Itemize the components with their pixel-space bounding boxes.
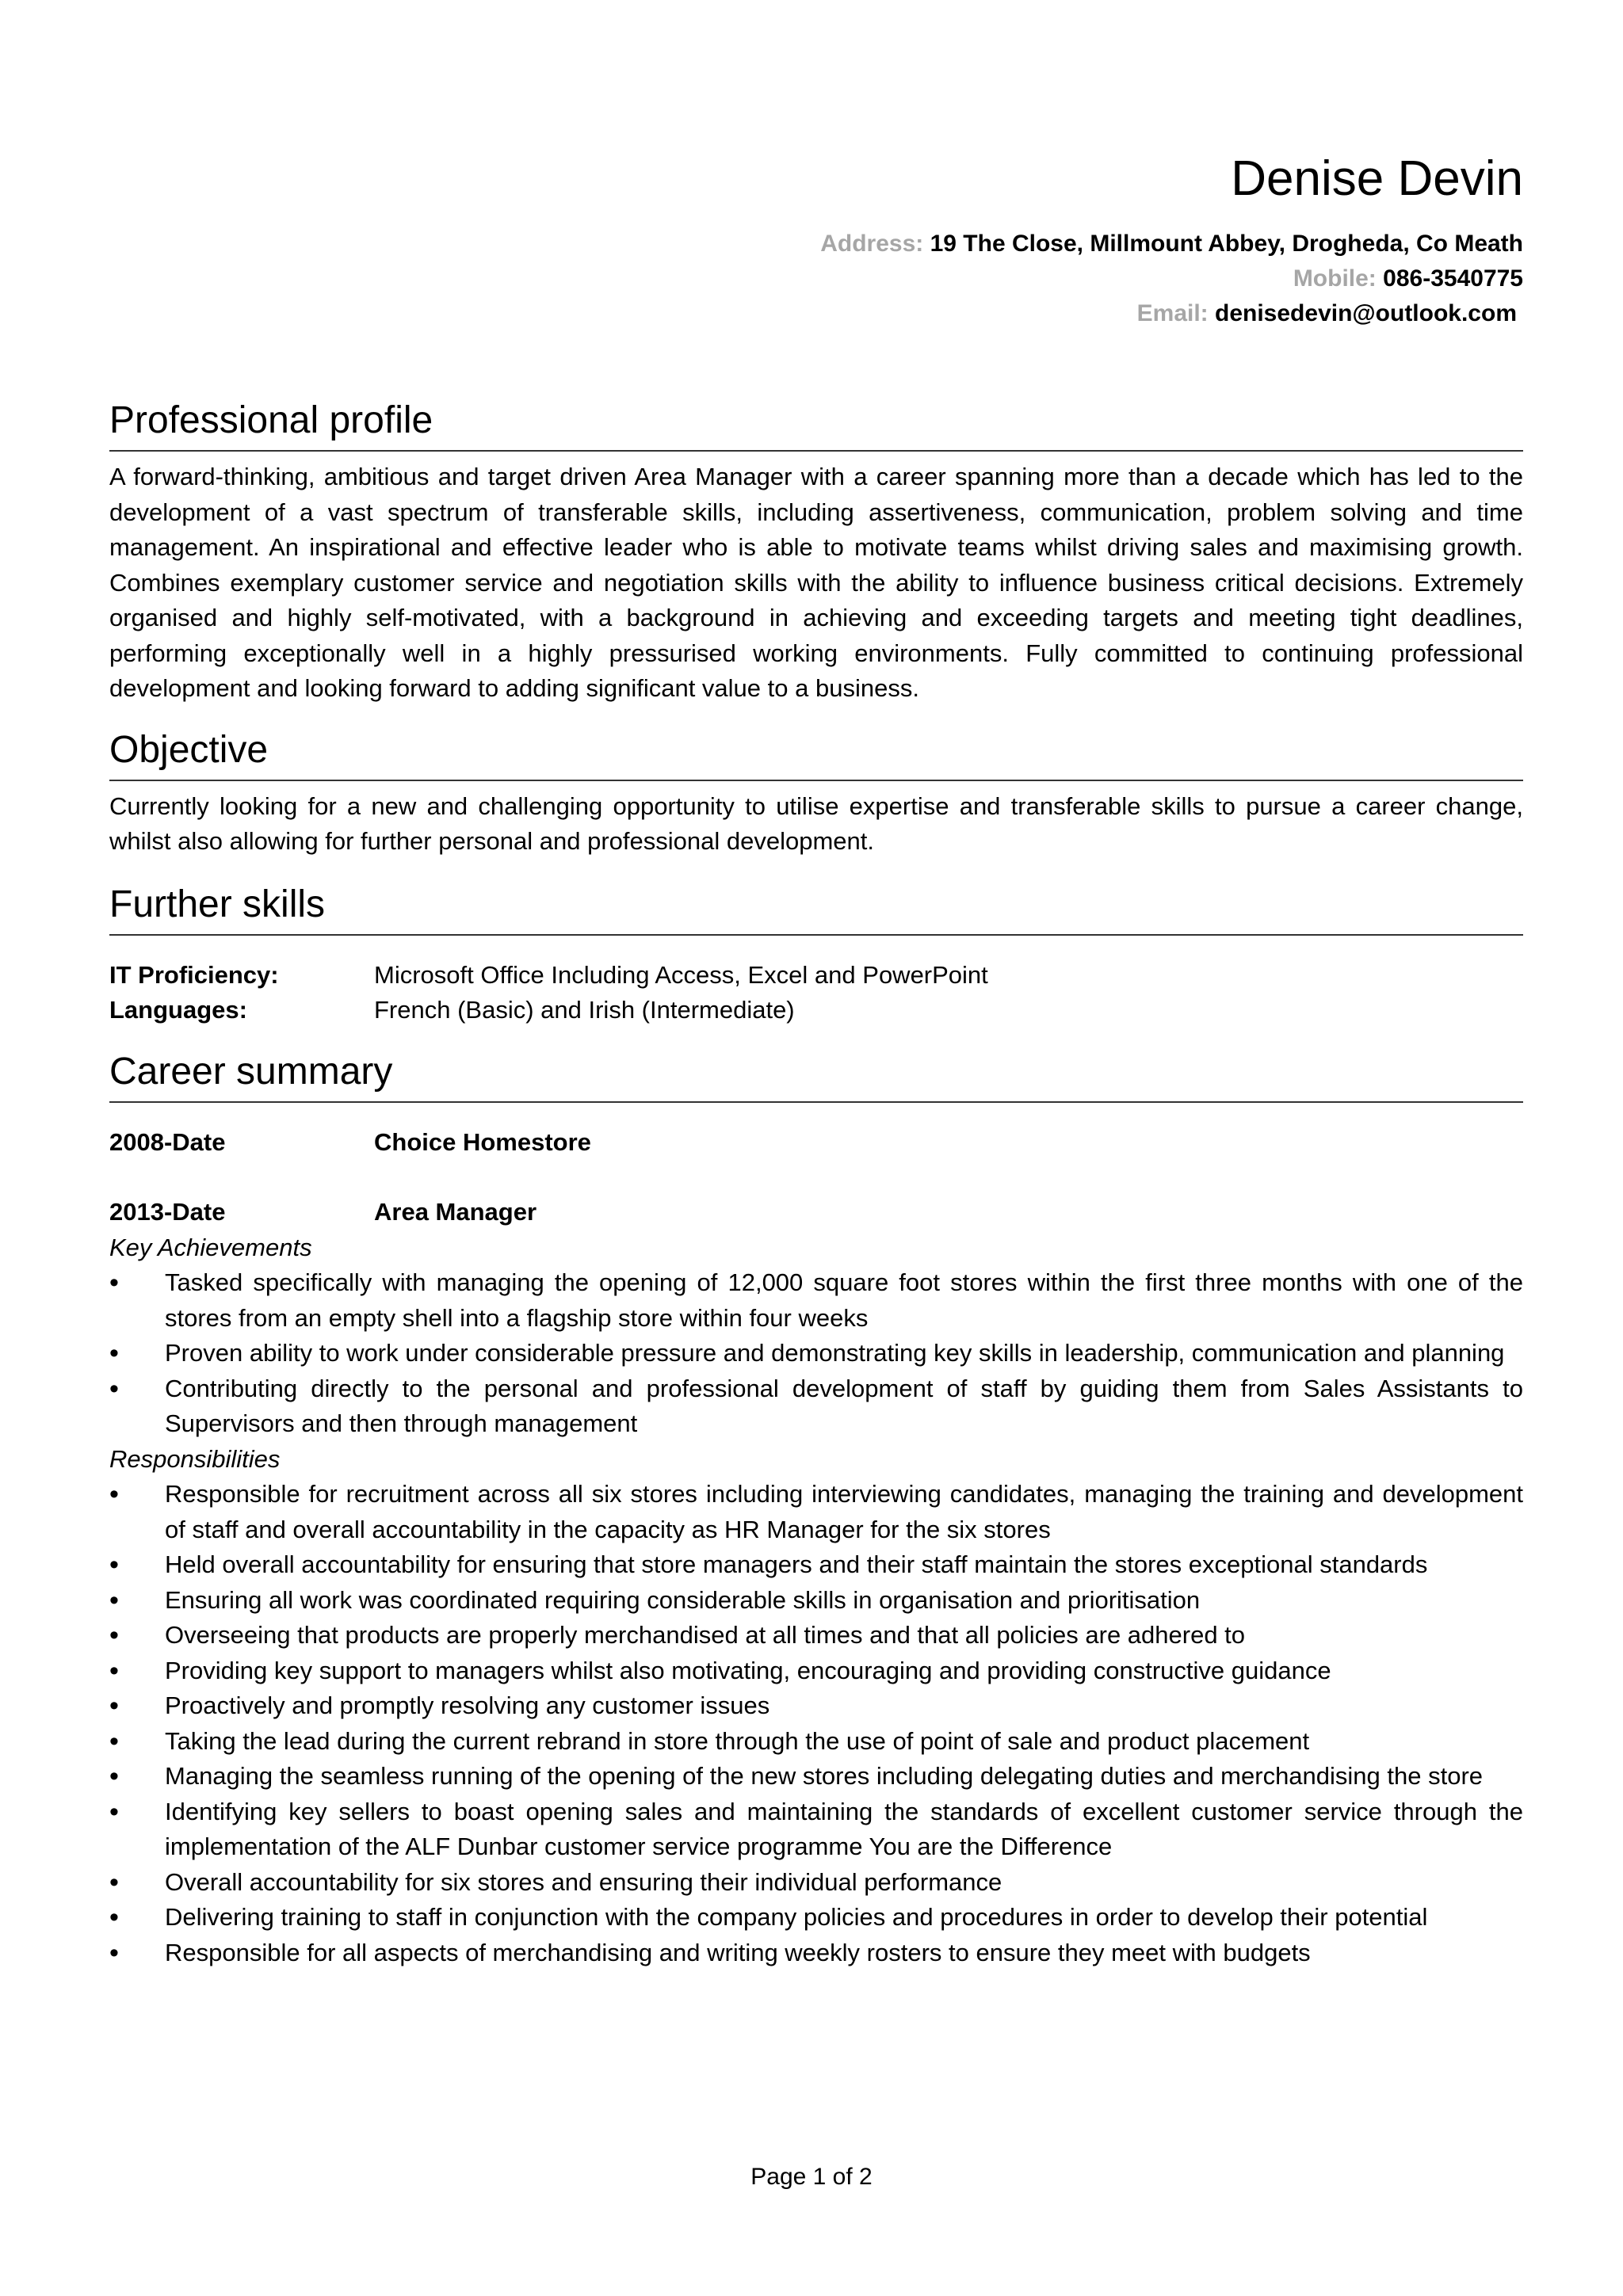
employer-row	[109, 1125, 1523, 1161]
list-item: • Contributing directly to the personal and professional development of staff by guiding them from Sales Assistants to Supervisors and then through management	[109, 1371, 1523, 1442]
achievements-list	[109, 1265, 1523, 1442]
role-title: Area Manager	[374, 1198, 537, 1226]
career-section	[109, 1044, 1523, 1971]
skill-label: IT Proficiency:	[109, 960, 279, 989]
list-item: • Providing key support to managers whilst also motivating, encouraging and providing constructive guidance	[109, 1653, 1523, 1689]
skills-title: Further skills	[109, 877, 1523, 936]
list-item: • Responsible for all aspects of merchandising and writing weekly rosters to ensure they meet with budgets	[109, 1936, 1523, 1971]
list-item: • Tasked specifically with managing the opening of 12,000 square foot stores within the first three months with one of the stores from an empty shell into a flagship store within four weeks	[109, 1265, 1523, 1336]
list-item: • Responsible for recruitment across all six stores including interviewing candidates, managing the training and development of staff and overall accountability in the capacity as HR Manager for the six stores	[109, 1477, 1523, 1547]
list-item: • Held overall accountability for ensuring that store managers and their staff maintain the stores exceptional standards	[109, 1547, 1523, 1583]
skill-row	[109, 958, 1523, 994]
objective-section	[109, 723, 1523, 860]
email-label: Email:	[1136, 300, 1209, 326]
list-item: • Ensuring all work was coordinated requiring considerable skills in organisation and prioritisation	[109, 1583, 1523, 1619]
achievements-heading: Key Achievements	[109, 1233, 312, 1261]
skill-value: French (Basic) and Irish (Intermediate)	[374, 996, 795, 1024]
skill-row	[109, 993, 1523, 1028]
list-item: • Taking the lead during the current rebrand in store through the use of point of sale and product placement	[109, 1724, 1523, 1760]
profile-text: A forward-thinking, ambitious and target driven Area Manager with a career spanning more than a decade which has led to the development of a vast spectrum of transferable skills, including assertiveness, communication, problem solving and time management. An inspirational and effective leader who is able to motivate teams whilst driving sales and maximising growth. Combines exemplary customer service and negotiation skills with the ability to influence business critical decisions. Extremely organised and highly self-motivated, with a background in achieving and exceeding targets and meeting tight deadlines, performing exceptionally well in a highly pressurised working environments. Fully committed to continuing professional development and looking forward to adding significant value to a business.	[109, 463, 1523, 702]
address-label: Address:	[820, 231, 924, 257]
responsibilities-list	[109, 1477, 1523, 1970]
email-value: denisedevin@outlook.com	[1215, 300, 1517, 326]
resume-page	[109, 143, 1523, 1970]
skills-section	[109, 877, 1523, 1028]
list-item: • Delivering training to staff in conjunction with the company policies and procedures in order to develop their potential	[109, 1900, 1523, 1936]
list-item: • Proven ability to work under considerable pressure and demonstrating key skills in leadership, communication and planning	[109, 1336, 1523, 1371]
page-number: Page 1 of 2	[750, 2164, 873, 2190]
mobile-line	[109, 261, 1523, 296]
list-item: • Managing the seamless running of the opening of the new stores including delegating duties and merchandising the store	[109, 1759, 1523, 1794]
role-row	[109, 1195, 1523, 1230]
role-date: 2013-Date	[109, 1198, 226, 1226]
list-item: • Overseeing that products are properly merchandised at all times and that all policies are adhered to	[109, 1618, 1523, 1653]
address-value: 19 The Close, Millmount Abbey, Drogheda, Co Meath	[930, 231, 1523, 257]
career-title: Career summary	[109, 1044, 1523, 1103]
resume-header	[109, 143, 1523, 331]
employer-name: Choice Homestore	[374, 1127, 591, 1156]
list-item: • Proactively and promptly resolving any customer issues	[109, 1688, 1523, 1724]
skill-label: Languages:	[109, 996, 247, 1024]
skill-value: Microsoft Office Including Access, Excel and PowerPoint	[374, 960, 988, 989]
profile-section	[109, 393, 1523, 707]
employer-date: 2008-Date	[109, 1127, 226, 1156]
objective-title: Objective	[109, 723, 1523, 781]
profile-title: Professional profile	[109, 393, 1523, 452]
address-line	[109, 227, 1523, 261]
list-item: • Overall accountability for six stores and ensuring their individual performance	[109, 1865, 1523, 1901]
list-item: • Identifying key sellers to boast opening sales and maintaining the standards of excellent customer service through the implementation of the ALF Dunbar customer service programme You are the Difference	[109, 1794, 1523, 1865]
email-line	[109, 296, 1517, 331]
mobile-label: Mobile:	[1293, 265, 1377, 292]
candidate-name: Denise Devin	[1231, 151, 1523, 206]
skills-table	[109, 958, 1523, 1028]
mobile-value: 086-3540775	[1383, 265, 1523, 292]
responsibilities-heading: Responsibilities	[109, 1444, 281, 1473]
objective-text: Currently looking for a new and challenging opportunity to utilise expertise and transferable skills to pursue a career change, whilst also allowing for further personal and professional development.	[109, 791, 1523, 855]
